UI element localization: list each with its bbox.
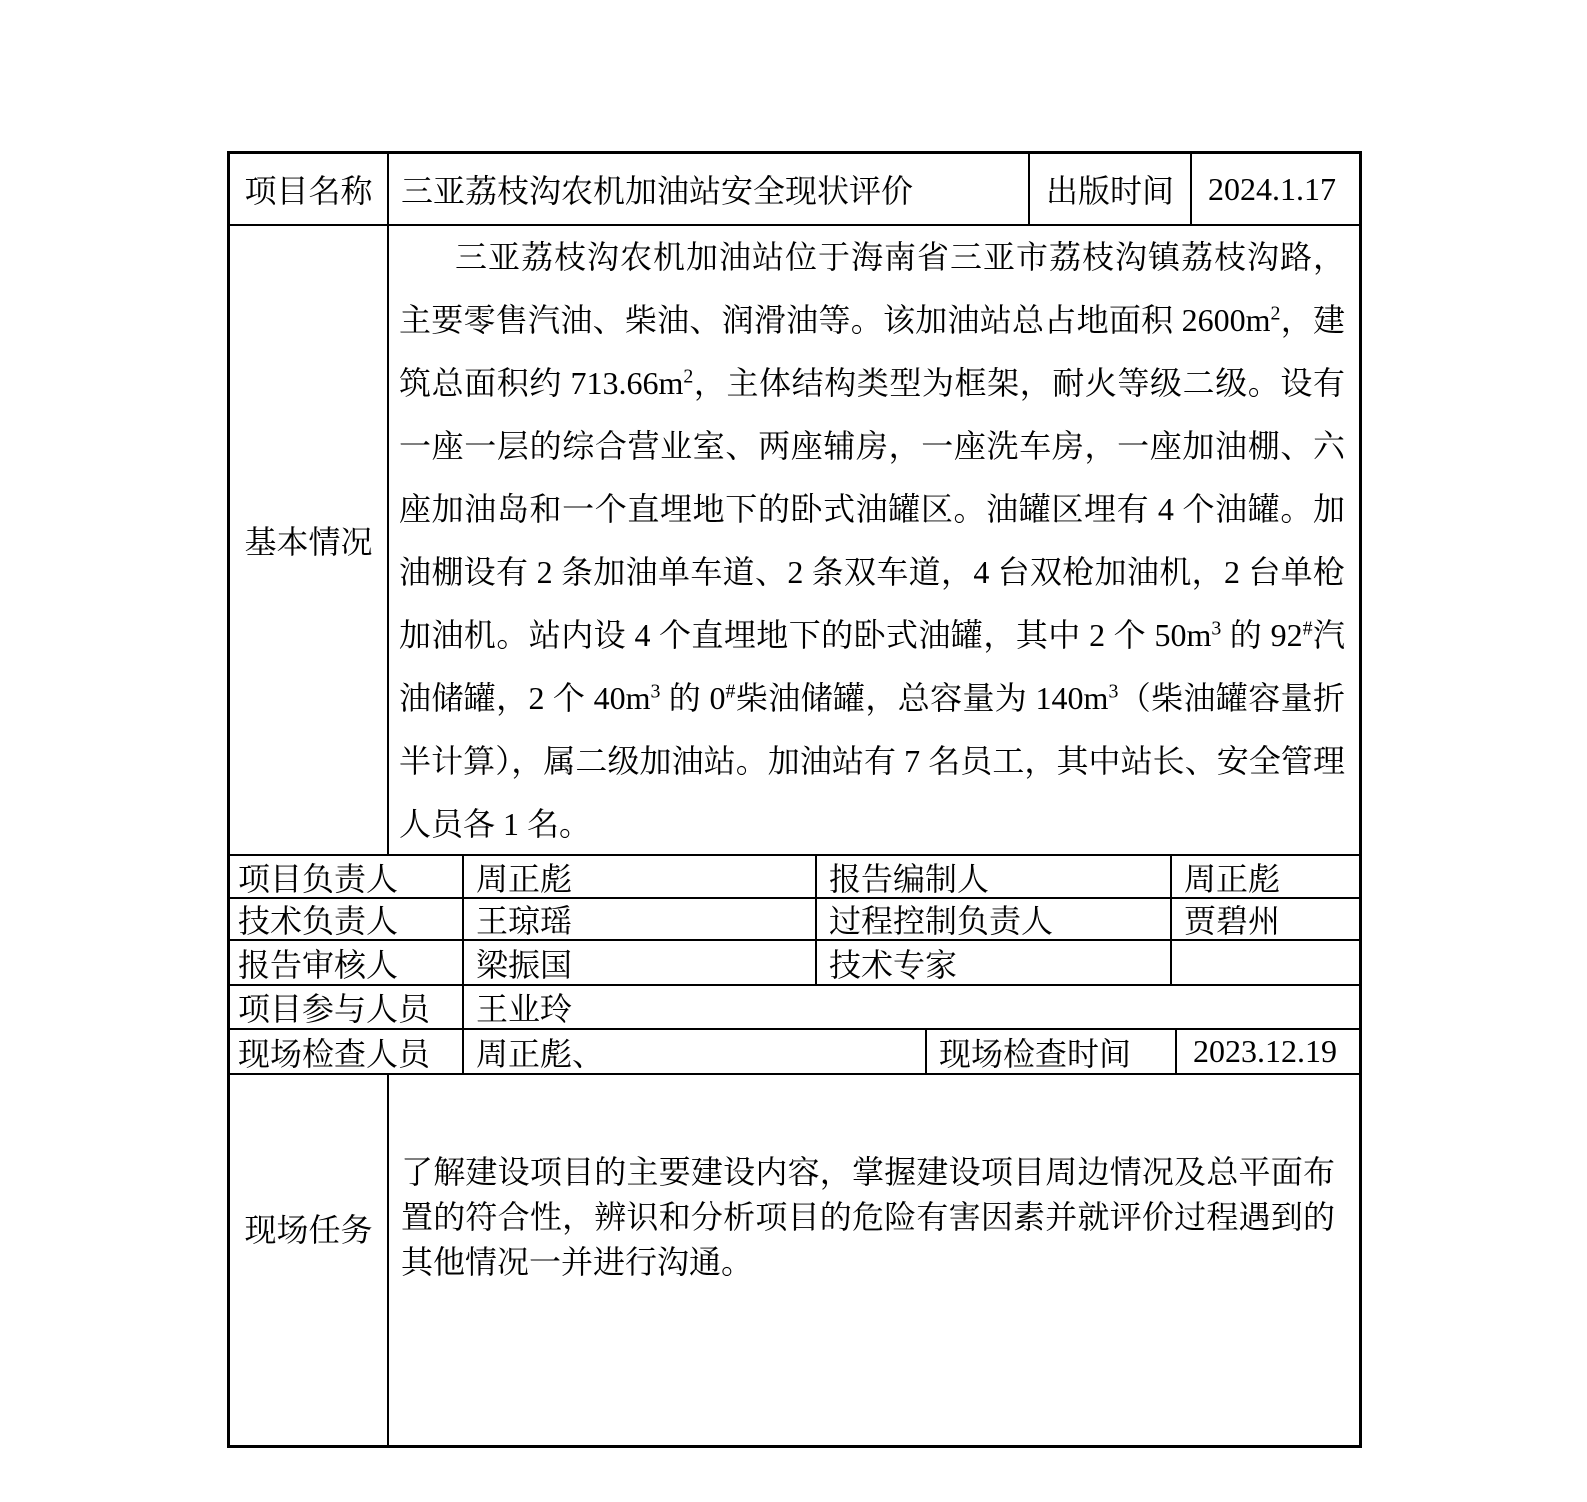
header-row xyxy=(230,154,1359,224)
report-reviewer-value: 梁振国 xyxy=(462,941,815,984)
report-reviewer-row xyxy=(230,939,1359,984)
basic-situation-paragraph: 三亚荔枝沟农机加油站位于海南省三亚市荔枝沟镇荔枝沟路，主要零售汽油、柴油、润滑油等。该加油站总占地面积 $2600m^2$，建筑总面积约 $713.66m^2$，主体结构类型为框架，耐火等级二级。设有一座一层的综合营业室、两座辅房，一座洗车房，一座加油棚、六座加油岛和一个直埋地下的卧式油罐区。油罐区埋有 4 个油罐。加油棚设有 2 条加油单车道、2 条双车道，4 台双枪加油机，2 台单枪加油机。站内设 4 个直埋地下的卧式油罐，其中 2 个 $50m^3$ 的 92#汽油储罐，2 个 $40m^3$ 的 0#柴油储罐，总容量为 $140m^3$（柴油罐容量折半计算），属二级加油站。加油站有 7 名员工，其中站长、安全管理人员各 1 名。 xyxy=(387,226,1359,854)
inspection-row xyxy=(230,1028,1359,1073)
site-task-paragraph: 了解建设项目的主要建设内容，掌握建设项目周边情况及总平面布置的符合性，辨识和分析项目的危险有害因素并就评价过程遇到的其他情况一并进行沟通。 xyxy=(387,1075,1359,1445)
project-leader-value: 周正彪 xyxy=(462,856,815,897)
inspection-time-label: 现场检查时间 xyxy=(925,1030,1175,1073)
report-reviewer-label: 报告审核人 xyxy=(238,946,399,983)
process-control-leader-label: 过程控制负责人 xyxy=(815,899,1170,939)
report-compiler-value: 周正彪 xyxy=(1170,856,1359,897)
technical-expert-label: 技术专家 xyxy=(815,941,1170,984)
report-info-table xyxy=(227,151,1362,1448)
basic-situation-label: 基本情况 xyxy=(244,524,373,560)
project-title: 三亚荔枝沟农机加油站安全现状评价 xyxy=(387,154,1028,224)
site-task-row xyxy=(230,1073,1359,1445)
site-task-label: 现场任务 xyxy=(244,1212,373,1248)
project-leader-label: 项目负责人 xyxy=(238,860,399,897)
basic-situation-row xyxy=(230,224,1359,854)
publish-time-label: 出版时间 xyxy=(1028,154,1190,224)
technical-leader-row xyxy=(230,897,1359,939)
participants-value: 王业玲 xyxy=(462,986,1359,1028)
participants-label: 项目参与人员 xyxy=(238,991,431,1027)
inspection-personnel-value: 周正彪、 xyxy=(462,1030,925,1073)
project-leader-row xyxy=(230,854,1359,897)
technical-leader-label: 技术负责人 xyxy=(238,903,399,939)
publish-date-value: 2024.1.17 xyxy=(1190,154,1359,224)
participants-row xyxy=(230,984,1359,1028)
inspection-personnel-label: 现场检查人员 xyxy=(238,1035,431,1072)
project-name-label: 项目名称 xyxy=(244,173,373,209)
inspection-time-value: 2023.12.19 xyxy=(1175,1030,1359,1073)
technical-expert-value xyxy=(1170,941,1359,984)
technical-leader-value: 王琼瑶 xyxy=(462,899,815,939)
report-compiler-label: 报告编制人 xyxy=(815,856,1170,897)
process-control-leader-value: 贾碧州 xyxy=(1170,899,1359,939)
